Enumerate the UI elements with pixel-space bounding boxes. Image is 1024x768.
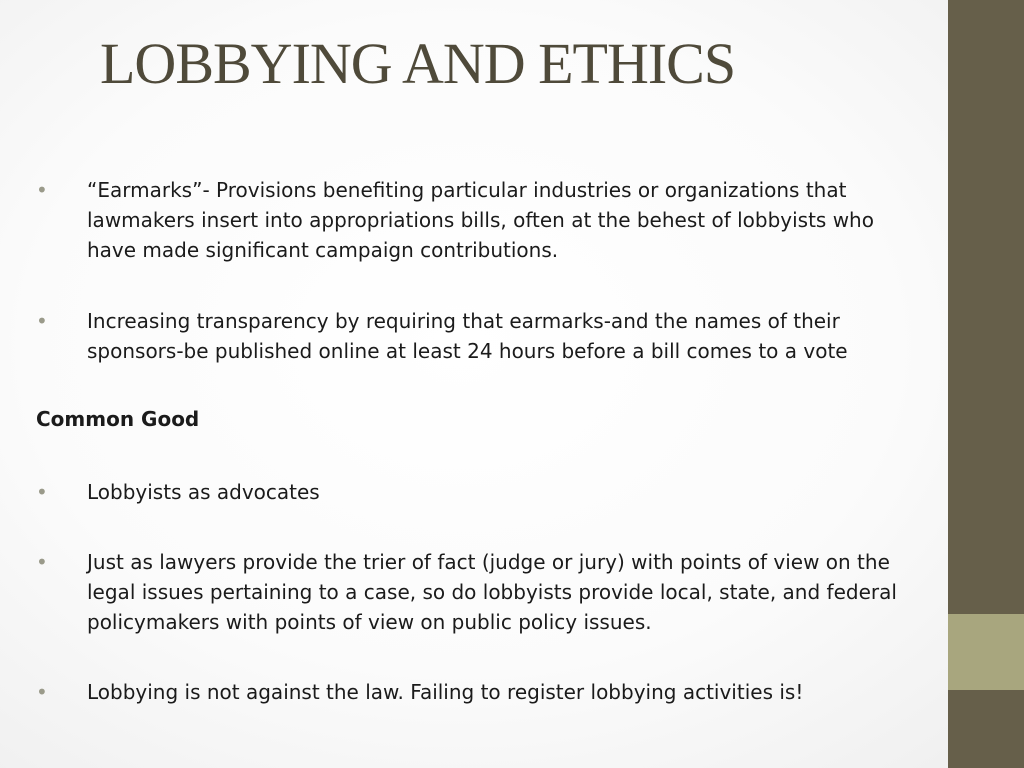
bullet-line: Lobbyists as advocates: [87, 480, 320, 504]
bullet-line: legal issues pertaining to a case, so do lobbyists provide local, state, and federal: [87, 580, 897, 604]
bullet-item-earmarks: [87, 175, 874, 265]
bullet-marker: •: [36, 309, 48, 333]
bullet-marker: •: [36, 480, 48, 504]
bullet-marker: •: [36, 680, 48, 704]
bullet-item-transparency: [87, 306, 848, 366]
bullet-line: “Earmarks”- Provisions benefiting particular industries or organizations that: [87, 178, 847, 202]
section-heading: Common Good: [36, 407, 200, 431]
slide-title: LOBBYING AND ETHICS: [100, 31, 736, 96]
bullet-line: lawmakers insert into appropriations bills, often at the behest of lobbyists who: [87, 208, 874, 232]
bullet-line: policymakers with points of view on public policy issues.: [87, 610, 652, 634]
bullet-marker: •: [36, 178, 48, 202]
bullet-item-legality: [87, 677, 803, 707]
bullet-line: Just as lawyers provide the trier of fact (judge or jury) with points of view on the: [87, 550, 890, 574]
bullet-item-lawyers-analogy: [87, 547, 897, 637]
bullet-line: Lobbying is not against the law. Failing to register lobbying activities is!: [87, 680, 804, 704]
bullet-line: have made significant campaign contributions.: [87, 238, 559, 262]
bullet-line: Increasing transparency by requiring that earmarks-and the names of their: [87, 309, 840, 333]
bullet-line: sponsors-be published online at least 24 hours before a bill comes to a vote: [87, 339, 848, 363]
bullet-marker: •: [36, 550, 48, 574]
bullet-item-advocates: [87, 477, 320, 507]
